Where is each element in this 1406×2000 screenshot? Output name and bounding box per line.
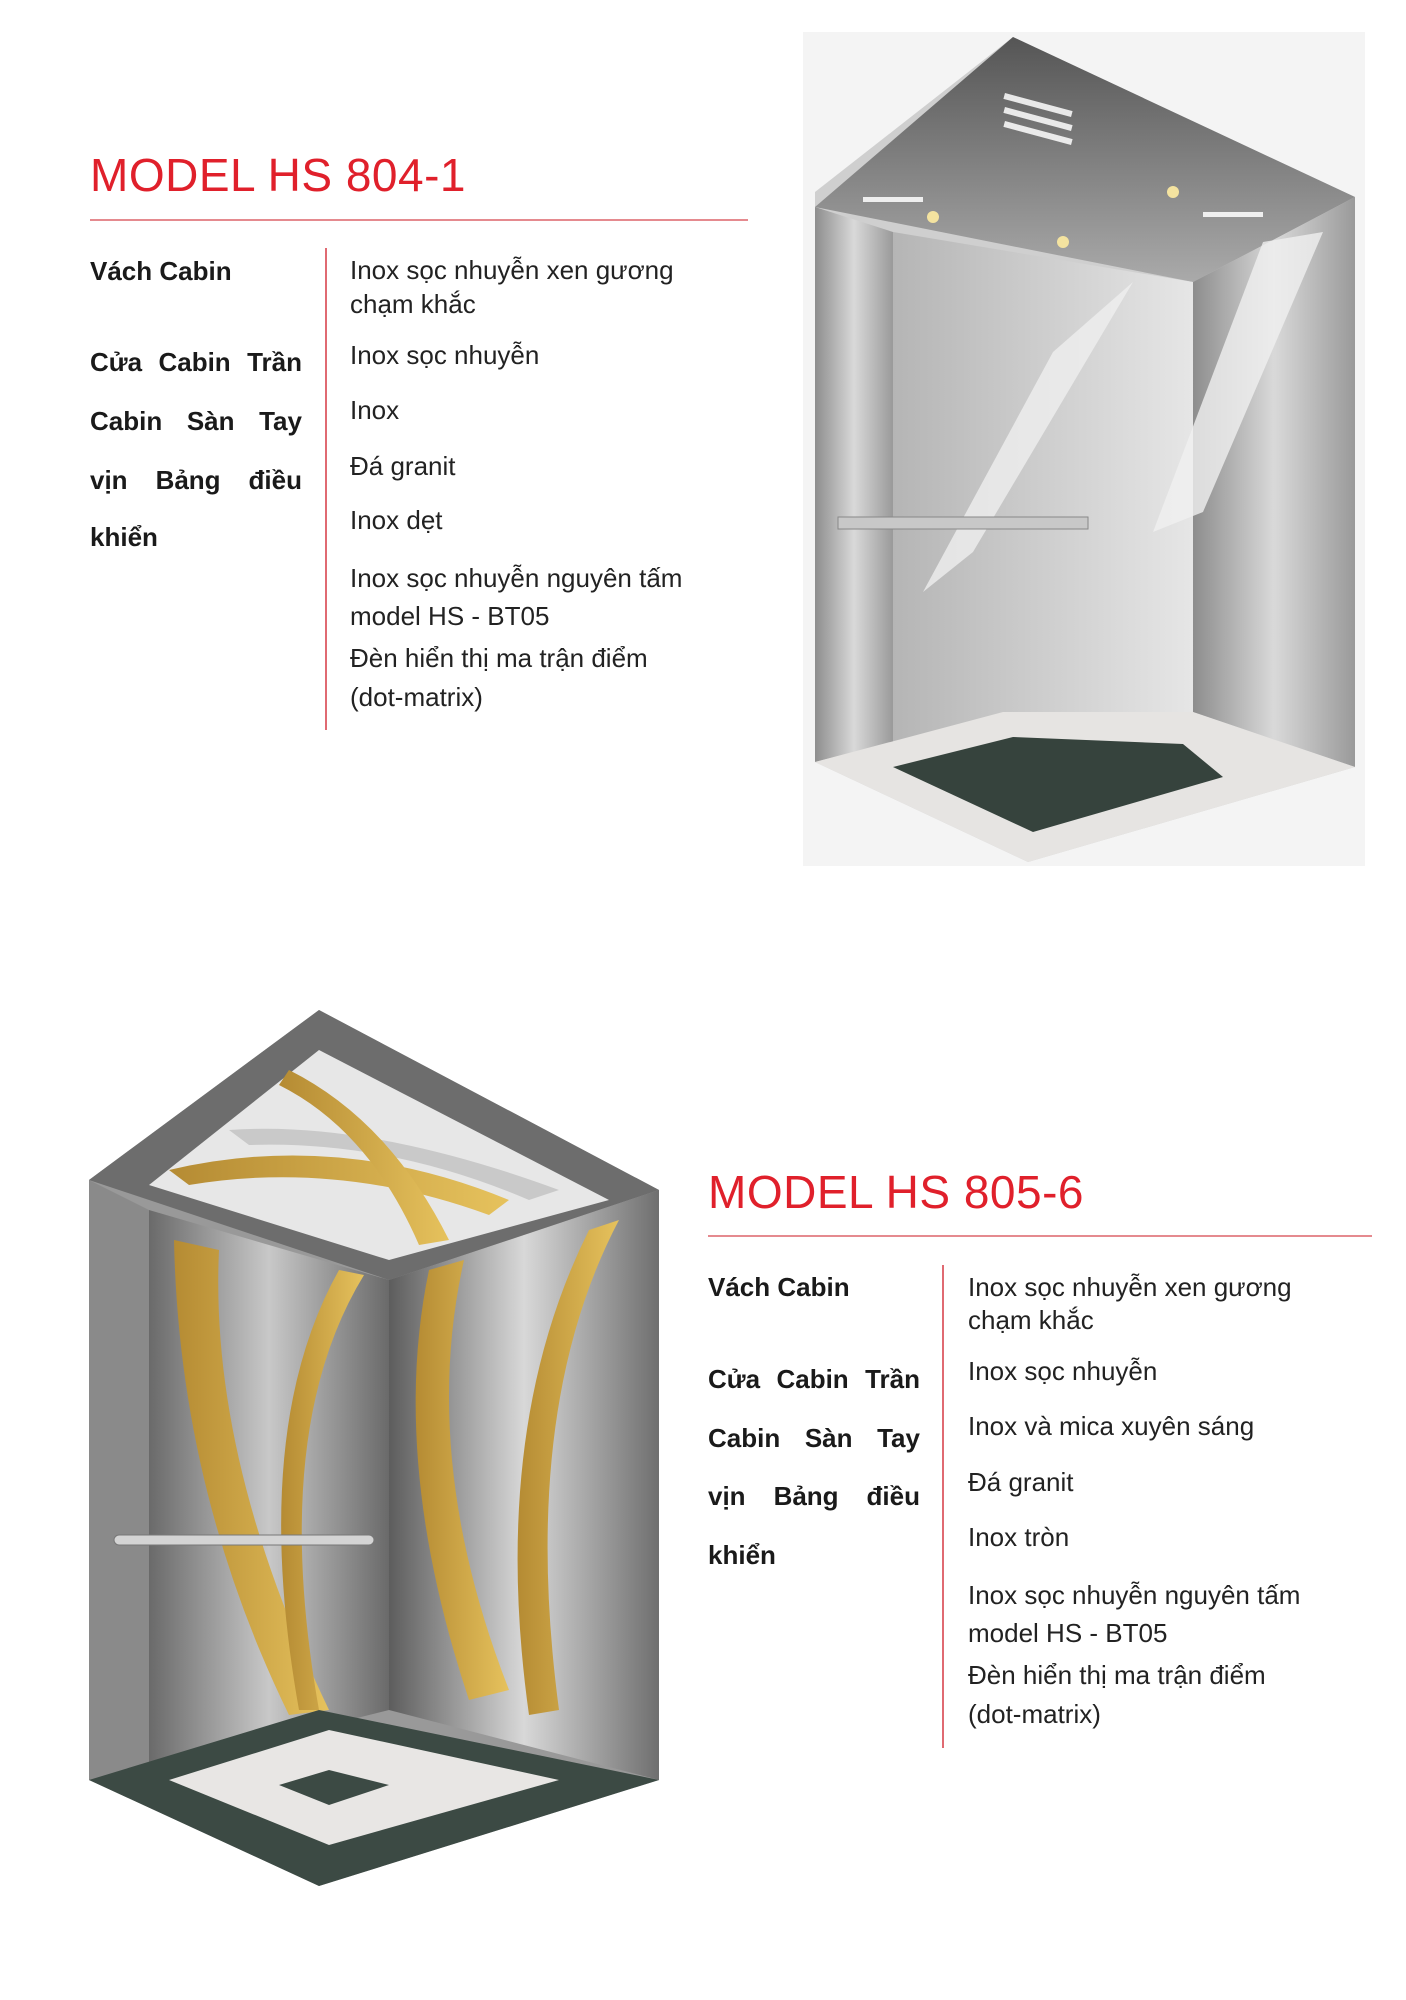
value-line: (dot-matrix) xyxy=(968,1699,1101,1729)
value-line: Đèn hiển thị ma trận điểm xyxy=(968,1660,1266,1690)
label-line: vịn Bảng điều xyxy=(90,465,302,495)
label-line: Vách Cabin xyxy=(90,256,232,286)
value-line: model HS - BT05 xyxy=(350,601,550,631)
value-line: Đá granit xyxy=(350,451,456,481)
back-wall xyxy=(893,232,1193,742)
label-line: Cửa Cabin Trần xyxy=(708,1364,920,1394)
elevator-cabin-image xyxy=(803,32,1365,866)
value-line: Inox sọc nhuyễn xen gương xyxy=(968,1272,1292,1302)
label-line: Vách Cabin xyxy=(708,1272,850,1302)
value-line: Inox và mica xuyên sáng xyxy=(968,1411,1255,1441)
model-title: MODEL HS 805-6 xyxy=(708,1166,1084,1218)
value-line: Inox tròn xyxy=(968,1522,1070,1552)
column-divider xyxy=(942,1265,944,1748)
value-line: Đá granit xyxy=(968,1467,1074,1497)
value-line: chạm khắc xyxy=(350,289,476,319)
column-divider xyxy=(325,248,327,730)
value-line: Đèn hiển thị ma trận điểm xyxy=(350,643,648,673)
value-line: (dot-matrix) xyxy=(350,682,483,712)
handrail xyxy=(114,1535,374,1545)
title-divider xyxy=(90,219,748,221)
handrail xyxy=(838,517,1088,529)
label-line: khiển xyxy=(90,522,158,552)
left-wall xyxy=(815,207,893,762)
value-line: Inox sọc nhuyễn nguyên tấm xyxy=(350,563,683,593)
elevator-cabin-image xyxy=(89,1010,659,1886)
value-line: model HS - BT05 xyxy=(968,1618,1168,1648)
value-line: Inox dẹt xyxy=(350,505,443,535)
value-line: Inox sọc nhuyễn xyxy=(968,1356,1158,1386)
label-line: Cửa Cabin Trần xyxy=(90,347,302,377)
label-line: Cabin Sàn Tay xyxy=(90,406,302,436)
value-line: Inox sọc nhuyễn nguyên tấm xyxy=(968,1580,1301,1610)
title-divider xyxy=(708,1235,1372,1237)
label-line: vịn Bảng điều xyxy=(708,1481,920,1511)
label-line: Cabin Sàn Tay xyxy=(708,1423,920,1453)
value-line: chạm khắc xyxy=(968,1305,1094,1335)
value-line: Inox xyxy=(350,395,400,425)
value-line: Inox sọc nhuyễn xen gương xyxy=(350,255,674,285)
value-line: Inox sọc nhuyễn xyxy=(350,340,540,370)
model-title: MODEL HS 804-1 xyxy=(90,149,466,201)
label-line: khiển xyxy=(708,1540,776,1570)
